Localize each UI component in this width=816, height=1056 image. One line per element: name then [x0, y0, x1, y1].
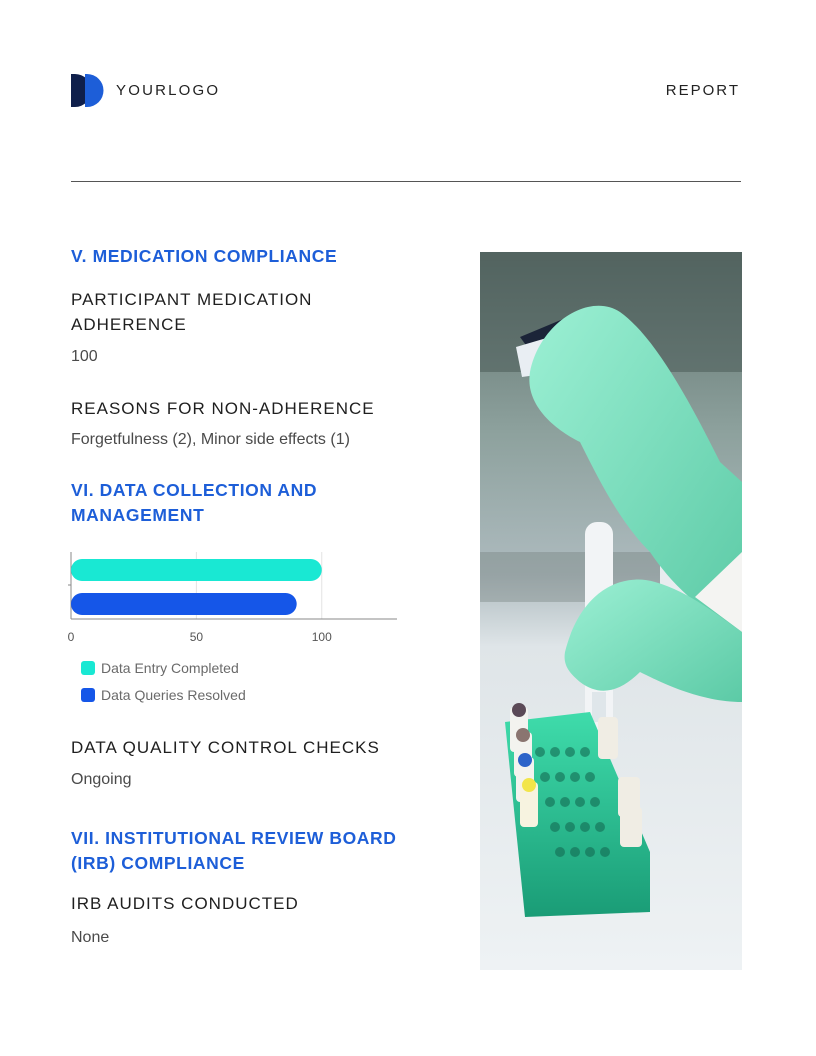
section-title-irb-line2: (IRB) COMPLIANCE: [71, 853, 245, 873]
header-divider: [71, 181, 741, 182]
legend-label-1: Data Queries Resolved: [101, 687, 246, 703]
legend-label-0: Data Entry Completed: [101, 660, 239, 676]
content-column: [71, 244, 431, 528]
legend-swatch-1: [81, 688, 95, 702]
lab-pipette-photo: [480, 252, 742, 970]
content-column-lower: [71, 735, 431, 949]
section-title-irb-line1: VII. INSTITUTIONAL REVIEW BOARD: [71, 828, 397, 848]
section-title-medication: V. MEDICATION COMPLIANCE: [71, 246, 338, 266]
qc-label: DATA QUALITY CONTROL CHECKS: [71, 738, 380, 757]
logo: [71, 74, 220, 107]
section-title-data-collection-line2: MANAGEMENT: [71, 505, 205, 525]
irb-audits-value: None: [71, 929, 110, 946]
adherence-value: 100: [71, 348, 98, 365]
x-tick-label-100: 100: [311, 630, 332, 644]
x-tick-label-50: 50: [189, 630, 204, 644]
qc-value: Ongoing: [71, 771, 132, 788]
section-title-data-collection-line1: VI. DATA COLLECTION AND: [71, 480, 318, 500]
irb-audits-label: IRB AUDITS CONDUCTED: [71, 894, 299, 913]
adherence-label-line1: PARTICIPANT MEDICATION: [71, 290, 313, 309]
logo-mark-icon: [71, 74, 104, 107]
report-label: REPORT: [665, 82, 740, 99]
adherence-label-line2: ADHERENCE: [71, 315, 187, 334]
reasons-label: REASONS FOR NON-ADHERENCE: [71, 399, 375, 418]
reasons-value: Forgetfulness (2), Minor side effects (1): [71, 431, 350, 448]
bar-1: [71, 593, 297, 615]
logo-text: YOURLOGO: [116, 82, 221, 99]
data-collection-chart: [64, 548, 404, 713]
legend-swatch-0: [81, 661, 95, 675]
x-tick-label-0: 0: [67, 630, 75, 644]
bar-0: [71, 559, 322, 581]
